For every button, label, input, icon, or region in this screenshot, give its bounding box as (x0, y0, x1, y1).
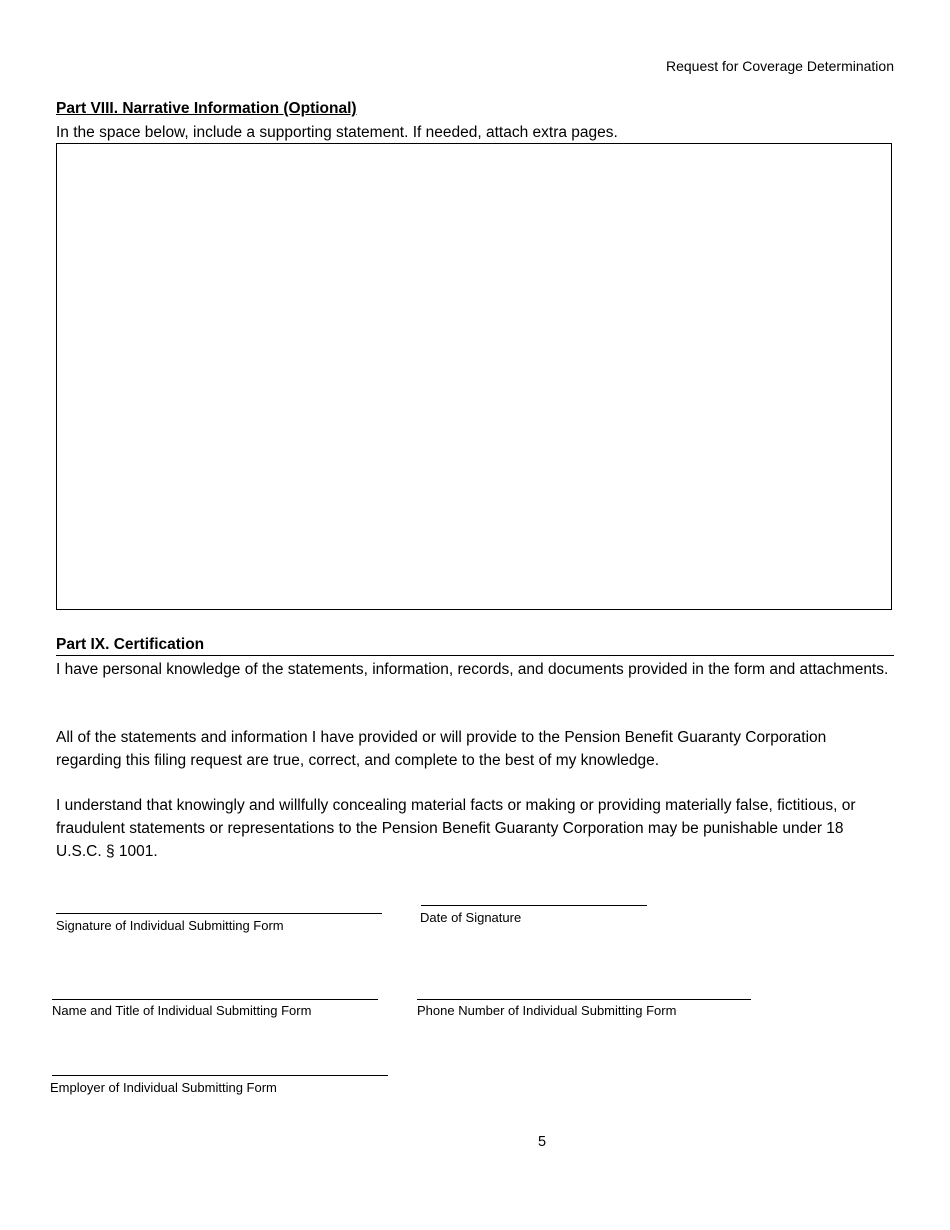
date-line[interactable] (421, 905, 647, 906)
signature-label: Signature of Individual Submitting Form (56, 918, 284, 933)
page-number: 5 (537, 1134, 547, 1150)
narrative-text (57, 144, 891, 156)
certification-paragraph-3: I understand that knowingly and willfully concealing material facts or making or providing materially false, fictitious, or fraudulent statements or representations to the Pension Benefit Guaranty Corporation may be punishable under 18 U.S.C. § 1001. (56, 797, 856, 860)
part-viii-title: Part VIII. Narrative Information (Optional) (56, 100, 357, 117)
phone-line[interactable] (417, 999, 751, 1000)
header-title: Request for Coverage Determination (665, 58, 894, 74)
signature-line[interactable] (56, 913, 382, 914)
name-title-line[interactable] (52, 999, 378, 1000)
employer-line[interactable] (52, 1075, 388, 1076)
certification-paragraph-2: All of the statements and information I have provided or will provide to the Pension Benefit Guaranty Corporation regarding this filing request are true, correct, and complete to the best of my knowledge. (56, 729, 827, 769)
employer-label: Employer of Individual Submitting Form (50, 1080, 277, 1095)
name-title-label: Name and Title of Individual Submitting Form (52, 1003, 312, 1018)
certification-rule (56, 655, 894, 656)
part-viii-instruction: In the space below, include a supporting statement. If needed, attach extra pages. (56, 124, 618, 141)
date-label: Date of Signature (420, 910, 522, 925)
certification-paragraph-1: I have personal knowledge of the statements, information, records, and documents provided in the form and attachments. (56, 661, 889, 678)
narrative-text-box[interactable] (56, 143, 892, 610)
phone-label: Phone Number of Individual Submitting Form (417, 1003, 677, 1018)
part-ix-title: Part IX. Certification (56, 636, 205, 653)
